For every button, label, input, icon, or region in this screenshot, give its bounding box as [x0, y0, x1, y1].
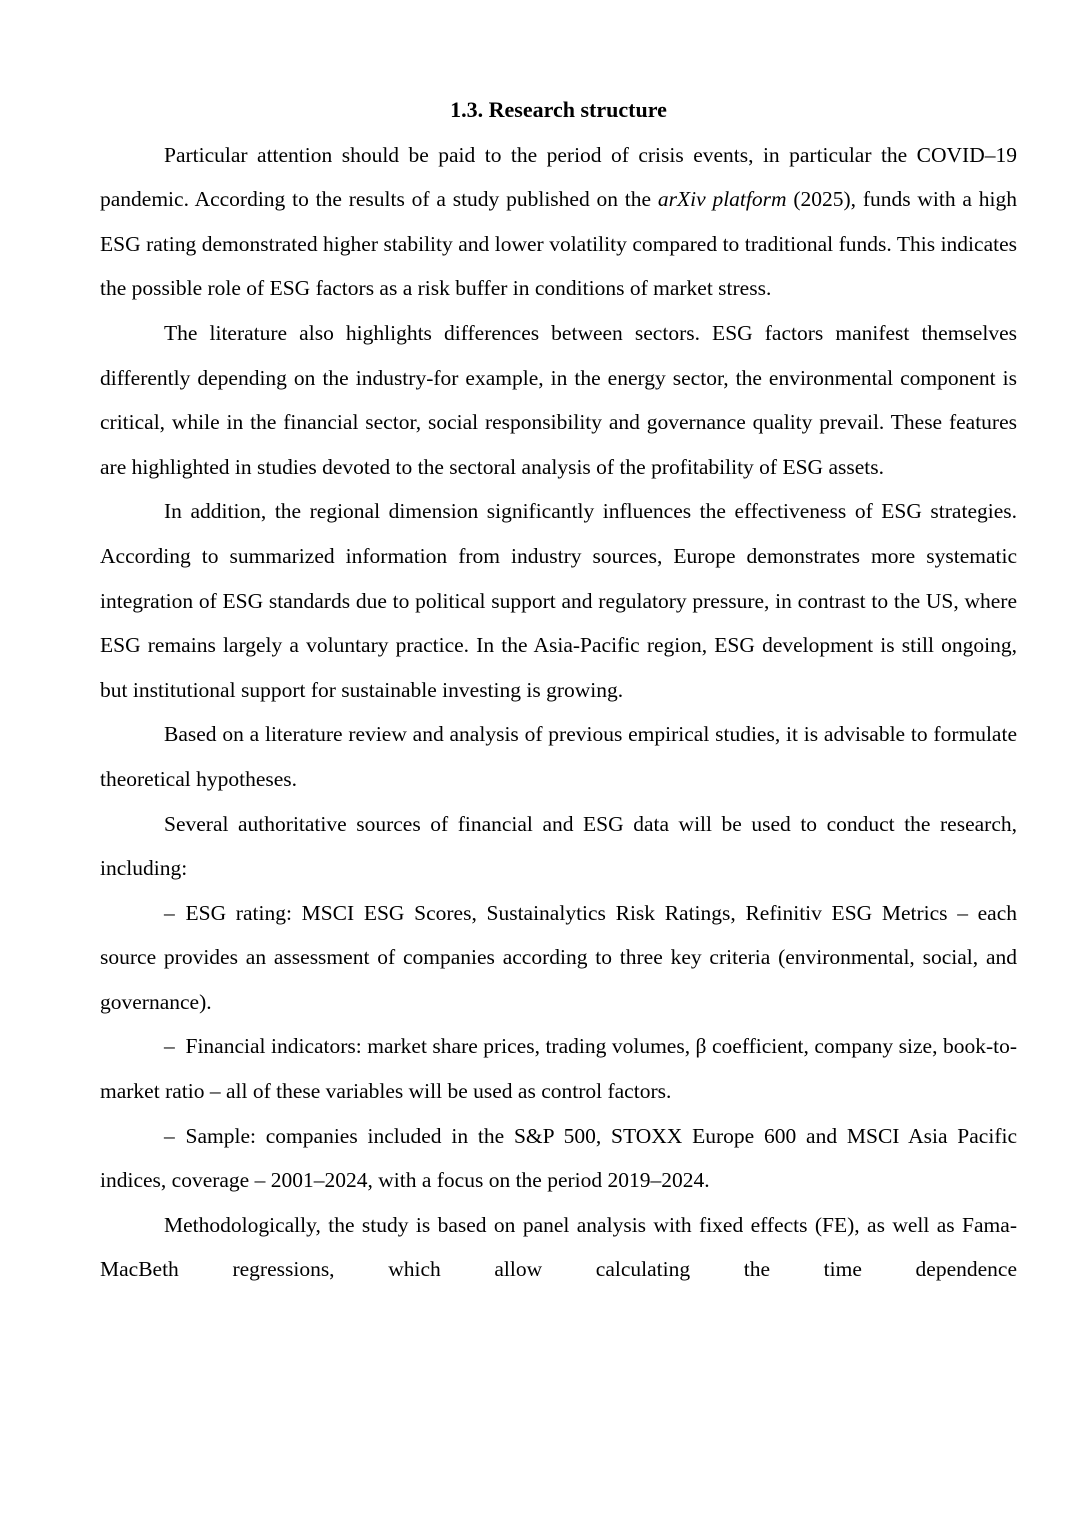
list-item-esg-rating: – ESG rating: MSCI ESG Scores, Sustainalytics Risk Ratings, Refinitiv ESG Metrics – each source provides an assessment of companies according to three key criteria (environmental, social, and governance).: [100, 900, 1017, 1014]
arxiv-platform-italic-text: arXiv platform: [657, 187, 787, 212]
paragraph-sector-differences: The literature also highlights differences between sectors. ESG factors manifest themselves differently depending on the industry-for example, in the energy sector, the environmental component is critical, while in the financial sector, social responsibility and governance quality prevail. These features are highlighted in studies devoted to the sectoral analysis of the profitability of ESG assets.: [100, 320, 1017, 479]
paragraph-text: Particular attention should be paid to the period of crisis events, in particular the COVID–19 pandemic. According to the results of a study published on the: [100, 142, 1017, 212]
paragraph-crisis-events: [100, 133, 1017, 311]
paragraph-literature-review: Based on a literature review and analysis of previous empirical studies, it is advisable to formulate theoretical hypotheses.: [100, 722, 1017, 791]
paragraph-methodology: Methodologically, the study is based on panel analysis with fixed effects (FE), as well as Fama-MacBeth regressions, which allow calculating the time dependence: [100, 1212, 1017, 1282]
section-heading: 1.3. Research structure: [450, 97, 667, 122]
list-item-sample: – Sample: companies included in the S&P 500, STOXX Europe 600 and MSCI Asia Pacific indices, coverage – 2001–2024, with a focus on the period 2019–2024.: [100, 1123, 1017, 1193]
paragraph-data-sources-intro: Several authoritative sources of financial and ESG data will be used to conduct the research, including:: [100, 811, 1017, 881]
paragraph-text: (2025), funds with a high ESG rating demonstrated higher stability and lower volatility compared to traditional funds. This indicates the possible role of ESG factors as a risk buffer in conditions of market stress.: [100, 187, 1017, 301]
list-item-financial-indicators: – Financial indicators: market share prices, trading volumes, β coefficient, company size, book-to-market ratio – all of these variables will be used as control factors.: [100, 1034, 1017, 1104]
paragraph-regional-dimension: In addition, the regional dimension significantly influences the effectiveness of ESG strategies. According to summarized information from industry sources, Europe demonstrates more systematic integration of ESG standards due to political support and regulatory pressure, in contrast to the US, where ESG remains largely a voluntary practice. In the Asia-Pacific region, ESG development is still ongoing, but institutional support for sustainable investing is growing.: [100, 499, 1017, 702]
